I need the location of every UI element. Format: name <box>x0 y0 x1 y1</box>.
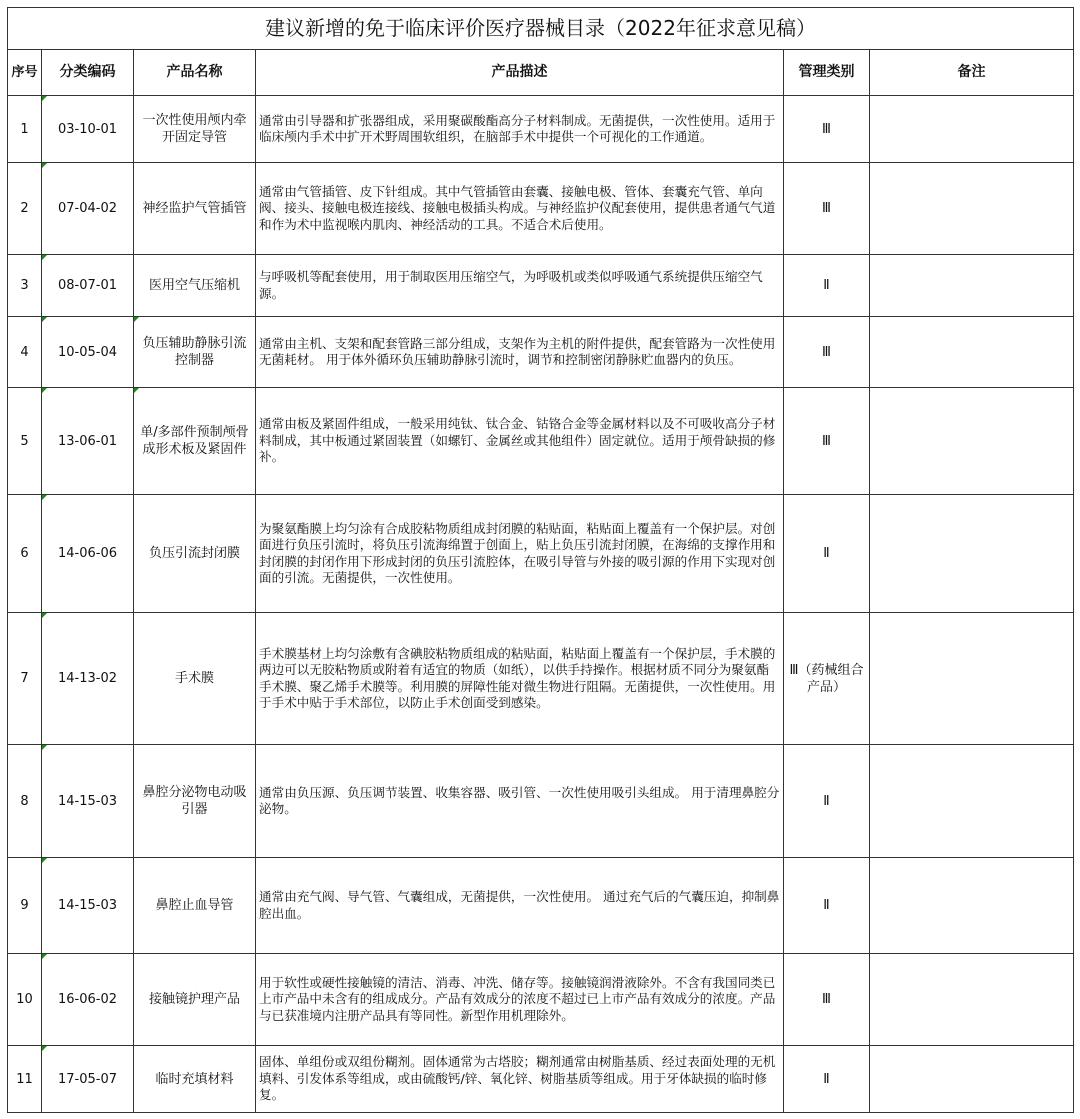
table-row <box>8 745 1074 858</box>
table-row <box>8 858 1074 954</box>
remarks <box>870 745 1074 858</box>
table-title: 建议新增的免于临床评价医疗器械目录（2022年征求意见稿） <box>8 8 1074 50</box>
row-number: 2 <box>8 163 42 255</box>
remarks <box>870 255 1074 317</box>
product-description: 固体、单组份或双组份糊剂。固体通常为古塔胶；糊剂通常由树脂基质、经过表面处理的无机填料、引发体系等组成，或由硫酸钙/锌、氧化锌、树脂基质等组成。用于牙体缺损的临时修复。 <box>256 1046 784 1113</box>
product-description: 通常由负压源、负压调节装置、收集容器、吸引管、一次性使用吸引头组成。 用于清理鼻腔分泌物。 <box>256 745 784 858</box>
management-class: Ⅲ（药械组合产品） <box>784 613 870 745</box>
product-name: 单/多部件预制颅骨成形术板及紧固件 <box>134 388 256 495</box>
management-class: Ⅲ <box>784 96 870 163</box>
table-row <box>8 96 1074 163</box>
row-number: 8 <box>8 745 42 858</box>
product-description: 手术膜基材上均匀涂敷有含碘胶粘物质组成的粘贴面，粘贴面上覆盖有一个保护层，手术膜的两边可以无胶粘物质或附着有适宜的物质（如纸），以供手持操作。根据材质不同分为聚氨酯手术膜、聚乙烯手术膜等。利用膜的屏障性能对微生物进行阻隔。无菌提供，一次性使用。用于手术中贴于手术部位，以防止手术创面受到感染。 <box>256 613 784 745</box>
product-name: 临时充填材料 <box>134 1046 256 1113</box>
product-description: 用于软性或硬性接触镜的清洁、消毒、冲洗、储存等。接触镜润滑液除外。不含有我国同类已上市产品中未含有的组成成分。产品有效成分的浓度不超过已上市产品有效成分的浓度。产品与已获准境内注册产品具有等同性。新型作用机理除外。 <box>256 954 784 1046</box>
management-class: Ⅲ <box>784 954 870 1046</box>
product-name: 神经监护气管插管 <box>134 163 256 255</box>
category-code: 13-06-01 <box>42 388 134 495</box>
category-code: 03-10-01 <box>42 96 134 163</box>
header-row <box>8 50 1074 96</box>
row-number: 6 <box>8 495 42 613</box>
row-number: 7 <box>8 613 42 745</box>
header-code: 分类编码 <box>42 50 134 96</box>
row-number: 1 <box>8 96 42 163</box>
category-code: 10-05-04 <box>42 317 134 388</box>
product-name: 接触镜护理产品 <box>134 954 256 1046</box>
table-row <box>8 495 1074 613</box>
remarks <box>870 495 1074 613</box>
row-number: 4 <box>8 317 42 388</box>
row-number: 5 <box>8 388 42 495</box>
table-row <box>8 954 1074 1046</box>
row-number: 10 <box>8 954 42 1046</box>
product-name: 一次性使用颅内牵开固定导管 <box>134 96 256 163</box>
row-number: 11 <box>8 1046 42 1113</box>
category-code: 14-13-02 <box>42 613 134 745</box>
remarks <box>870 1046 1074 1113</box>
category-code: 08-07-01 <box>42 255 134 317</box>
product-name: 负压辅助静脉引流控制器 <box>134 317 256 388</box>
product-name: 手术膜 <box>134 613 256 745</box>
management-class: Ⅱ <box>784 745 870 858</box>
management-class: Ⅱ <box>784 858 870 954</box>
product-description: 通常由充气阀、导气管、气囊组成，无菌提供，一次性使用。 通过充气后的气囊压迫，抑制鼻腔出血。 <box>256 858 784 954</box>
product-name: 医用空气压缩机 <box>134 255 256 317</box>
management-class: Ⅲ <box>784 163 870 255</box>
product-description: 为聚氨酯膜上均匀涂有合成胶粘物质组成封闭膜的粘贴面，粘贴面上覆盖有一个保护层。对创面进行负压引流时，将负压引流海绵置于创面上，贴上负压引流封闭膜，在海绵的支撑作用和封闭膜的封闭作用下形成封闭的负压引流腔体，在吸引导管与外接的吸引源的作用下实现对创面的引流。无菌提供，一次性使用。 <box>256 495 784 613</box>
product-name: 负压引流封闭膜 <box>134 495 256 613</box>
table-row <box>8 255 1074 317</box>
remarks <box>870 163 1074 255</box>
row-number: 9 <box>8 858 42 954</box>
category-code: 14-15-03 <box>42 858 134 954</box>
header-no: 序号 <box>8 50 42 96</box>
product-description: 通常由主机、支架和配套管路三部分组成，支架作为主机的附件提供，配套管路为一次性使用无菌耗材。 用于体外循环负压辅助静脉引流时，调节和控制密闭静脉贮血器内的负压。 <box>256 317 784 388</box>
remarks <box>870 613 1074 745</box>
header-desc: 产品描述 <box>256 50 784 96</box>
product-description: 通常由气管插管、皮下针组成。其中气管插管由套囊、接触电极、管体、套囊充气管、单向阀、接头、接触电极连接线、接触电极插头构成。与神经监护仪配套使用，提供患者通气气道和作为术中监视喉内肌肉、神经活动的工具。不适合术后使用。 <box>256 163 784 255</box>
table-row <box>8 1046 1074 1113</box>
table-row <box>8 613 1074 745</box>
table-row <box>8 317 1074 388</box>
category-code: 07-04-02 <box>42 163 134 255</box>
product-description: 通常由引导器和扩张器组成，采用聚碳酸酯高分子材料制成。无菌提供，一次性使用。适用于临床颅内手术中扩开术野周围软组织，在脑部手术中提供一个可视化的工作通道。 <box>256 96 784 163</box>
category-code: 14-06-06 <box>42 495 134 613</box>
management-class: Ⅲ <box>784 317 870 388</box>
product-name: 鼻腔分泌物电动吸引器 <box>134 745 256 858</box>
product-name: 鼻腔止血导管 <box>134 858 256 954</box>
header-class: 管理类别 <box>784 50 870 96</box>
management-class: Ⅱ <box>784 255 870 317</box>
table-row <box>8 163 1074 255</box>
management-class: Ⅱ <box>784 495 870 613</box>
row-number: 3 <box>8 255 42 317</box>
remarks <box>870 96 1074 163</box>
category-code: 14-15-03 <box>42 745 134 858</box>
category-code: 17-05-07 <box>42 1046 134 1113</box>
remarks <box>870 317 1074 388</box>
category-code: 16-06-02 <box>42 954 134 1046</box>
device-catalog-table <box>7 7 1074 1113</box>
product-description: 与呼吸机等配套使用，用于制取医用压缩空气，为呼吸机或类似呼吸通气系统提供压缩空气源。 <box>256 255 784 317</box>
header-name: 产品名称 <box>134 50 256 96</box>
product-description: 通常由板及紧固件组成，一般采用纯钛、钛合金、钴铬合金等金属材料以及不可吸收高分子材料制成，其中板通过紧固装置（如螺钉、金属丝或其他组件）固定就位。适用于颅骨缺损的修补。 <box>256 388 784 495</box>
management-class: Ⅲ <box>784 388 870 495</box>
management-class: Ⅱ <box>784 1046 870 1113</box>
table-row <box>8 388 1074 495</box>
header-note: 备注 <box>870 50 1074 96</box>
remarks <box>870 388 1074 495</box>
remarks <box>870 858 1074 954</box>
remarks <box>870 954 1074 1046</box>
